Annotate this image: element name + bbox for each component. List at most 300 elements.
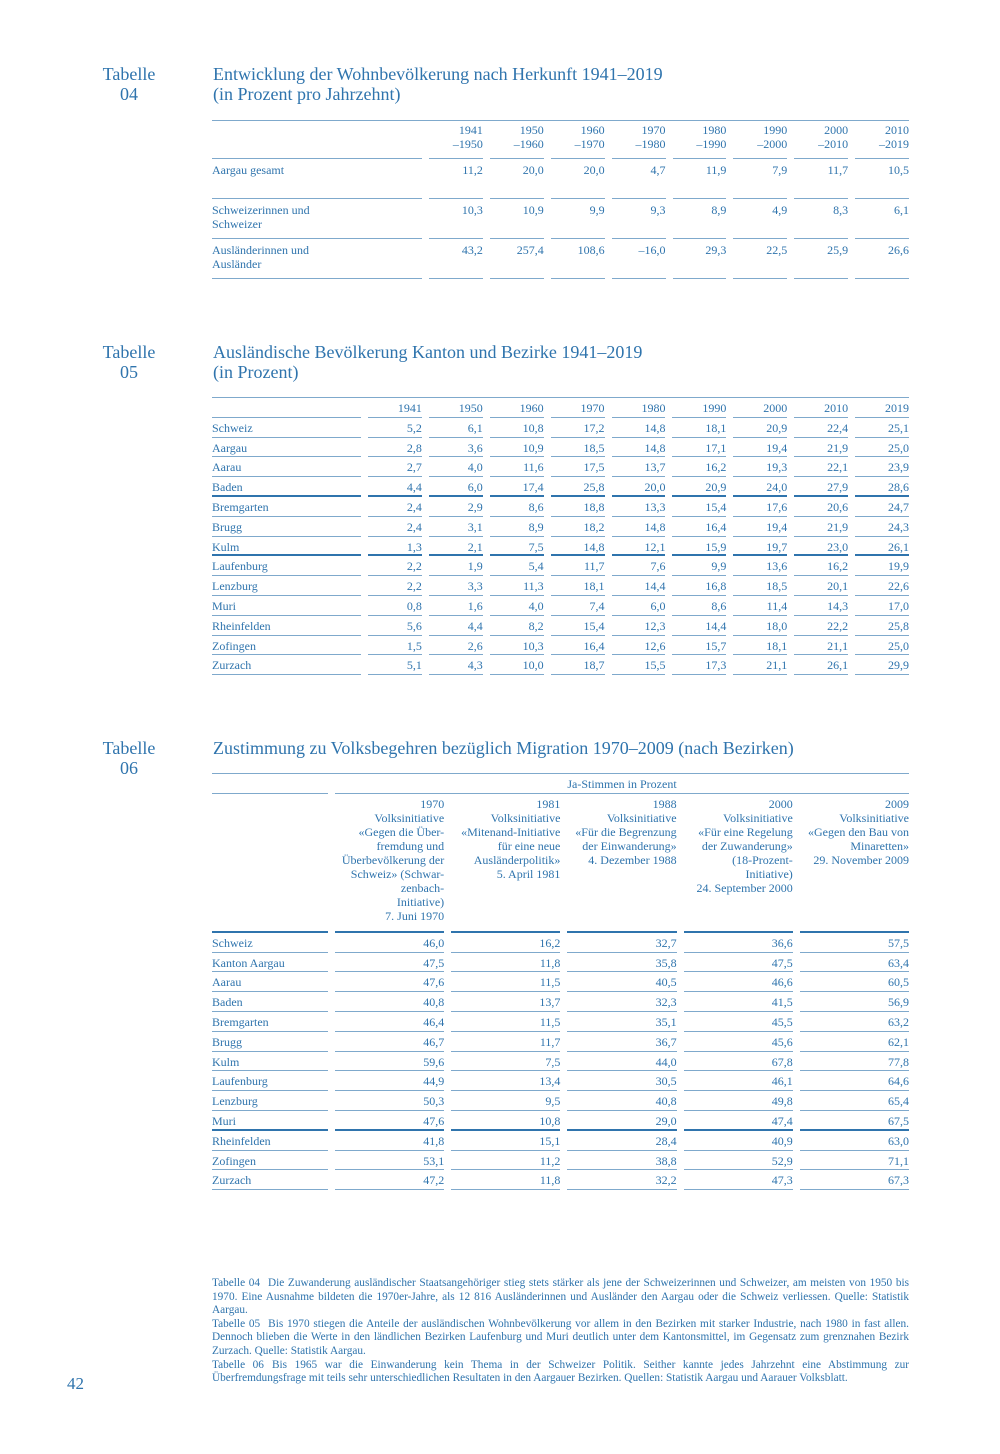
cell-value: 63,2 xyxy=(800,1012,909,1032)
cell-value: 47,4 xyxy=(684,1111,793,1131)
cell-value: 18,8 xyxy=(551,497,605,517)
cell-value: 4,7 xyxy=(612,159,666,199)
column-header: 1950 xyxy=(429,398,483,418)
row-label: Bremgarten xyxy=(212,1012,328,1032)
column-header xyxy=(451,794,560,933)
cell-value: 45,6 xyxy=(684,1032,793,1052)
column-header: 2010 xyxy=(794,398,848,418)
cell-value: 21,9 xyxy=(794,438,848,458)
row-label xyxy=(212,159,422,199)
cell-value: 29,9 xyxy=(855,655,909,675)
cell-value: 5,1 xyxy=(368,655,422,675)
column-header xyxy=(551,121,605,159)
cell-value: 57,5 xyxy=(800,933,909,953)
cell-value: 44,9 xyxy=(335,1071,444,1091)
text-line: 5. April 1981 xyxy=(496,866,561,881)
cell-value: 10,3 xyxy=(429,199,483,239)
cell-value: 25,1 xyxy=(855,418,909,438)
cell-value: 8,3 xyxy=(794,199,848,239)
text-line: Volksinitiative xyxy=(839,810,909,825)
cell-value: 28,6 xyxy=(855,477,909,497)
cell-value: 46,6 xyxy=(684,972,793,992)
cell-value: 46,7 xyxy=(335,1032,444,1052)
cell-value: 11,8 xyxy=(451,1170,560,1190)
cell-value: 56,9 xyxy=(800,992,909,1012)
cell-value: 47,2 xyxy=(335,1170,444,1190)
cell-value: 40,5 xyxy=(567,972,676,992)
text-line: zenbach- xyxy=(400,880,445,895)
cell-value: 44,0 xyxy=(567,1052,676,1072)
column-header: 1941 xyxy=(368,398,422,418)
cell-value: 15,4 xyxy=(551,616,605,636)
cell-value: 7,6 xyxy=(612,556,666,576)
column-header xyxy=(490,121,544,159)
cell-value: 14,3 xyxy=(794,596,848,616)
text-line: –1980 xyxy=(635,137,666,151)
table-05-title: Ausländische Bevölkerung Kanton und Bezirke 1941–2019 (in Prozent) xyxy=(213,342,643,382)
table-06-title: Zustimmung zu Volksbegehren bezüglich Migration 1970–2009 (nach Bezirken) xyxy=(213,738,794,758)
cell-value: 24,7 xyxy=(855,497,909,517)
cell-value: 23,9 xyxy=(855,457,909,477)
text-line: 2009 xyxy=(884,796,909,811)
cell-value: 11,3 xyxy=(490,576,544,596)
cell-value: 10,5 xyxy=(855,159,909,199)
cell-value: 2,1 xyxy=(429,537,483,557)
cell-value: 13,6 xyxy=(733,556,787,576)
cell-value: 27,9 xyxy=(794,477,848,497)
table-row xyxy=(212,655,909,675)
cell-value: 14,8 xyxy=(612,438,666,458)
text-line: «Gegen die Über- xyxy=(358,824,445,839)
column-header: 2019 xyxy=(855,398,909,418)
column-header xyxy=(855,121,909,159)
table-row xyxy=(212,1032,909,1052)
cell-value: 9,9 xyxy=(551,199,605,239)
cell-value: 14,8 xyxy=(612,517,666,537)
cell-value: 53,1 xyxy=(335,1151,444,1171)
text-line: «Für eine Regelung xyxy=(698,824,793,839)
cell-value: 4,4 xyxy=(368,477,422,497)
cell-value: 0,8 xyxy=(368,596,422,616)
text-line: Schweiz» (Schwar- xyxy=(350,866,445,881)
column-header xyxy=(429,121,483,159)
cell-value: 59,6 xyxy=(335,1052,444,1072)
row-label xyxy=(212,239,422,279)
cell-value: 50,3 xyxy=(335,1091,444,1111)
cell-value: 43,2 xyxy=(429,239,483,279)
cell-value: 63,4 xyxy=(800,953,909,973)
cell-value: 16,2 xyxy=(451,933,560,953)
column-header: 1960 xyxy=(490,398,544,418)
cell-value: 16,8 xyxy=(672,576,726,596)
cell-value: 15,1 xyxy=(451,1131,560,1151)
cell-value: 62,1 xyxy=(800,1032,909,1052)
cell-value: 41,5 xyxy=(684,992,793,1012)
table-row xyxy=(212,1052,909,1072)
cell-value: 13,7 xyxy=(451,992,560,1012)
cell-value: 32,2 xyxy=(567,1170,676,1190)
cell-value: 19,7 xyxy=(733,537,787,557)
text-line: Volksinitiative xyxy=(490,810,561,825)
cell-value: 16,2 xyxy=(672,457,726,477)
cell-value: 11,5 xyxy=(451,972,560,992)
row-label: Bremgarten xyxy=(212,497,361,517)
text-line: 24. September 2000 xyxy=(696,880,793,895)
column-header xyxy=(684,794,793,933)
header-spacer xyxy=(212,398,361,418)
footnote-text: Bis 1970 stiegen die Anteile der ausländischen Wohnbevölkerung vor allem in den Bezirken mit starker Industrie, nach 1980 in fast allen. Dennoch blieben die Werte in den ländlichen Bezirken Laufenburg und Muri deutlich unter dem Kantonsmittel, im Gegensatz zum grenznahen Bezirk Zurzach. Quelle: Statistik Aargau. xyxy=(212,1317,910,1357)
text-line: fremdung und xyxy=(376,838,445,853)
text-line: (18-Prozent- xyxy=(732,852,793,867)
cell-value: 19,4 xyxy=(733,517,787,537)
text-line: 1970 xyxy=(420,796,445,811)
cell-value: 47,5 xyxy=(684,953,793,973)
cell-value: 2,9 xyxy=(429,497,483,517)
cell-value: 12,1 xyxy=(612,537,666,557)
cell-value: 63,0 xyxy=(800,1131,909,1151)
table-row xyxy=(212,199,909,239)
cell-value: 46,0 xyxy=(335,933,444,953)
cell-value: 19,9 xyxy=(855,556,909,576)
cell-value: 12,3 xyxy=(612,616,666,636)
row-label: Kulm xyxy=(212,1052,328,1072)
row-label: Kanton Aargau xyxy=(212,953,328,973)
cell-value: 67,3 xyxy=(800,1170,909,1190)
cell-value: 3,3 xyxy=(429,576,483,596)
cell-value: 22,2 xyxy=(794,616,848,636)
row-label: Lenzburg xyxy=(212,1091,328,1111)
table-row xyxy=(212,1170,909,1190)
cell-value: 8,9 xyxy=(490,517,544,537)
footnote-label: Tabelle 06 xyxy=(212,1358,264,1371)
cell-value: 16,4 xyxy=(551,636,605,656)
cell-value: 11,2 xyxy=(429,159,483,199)
cell-value: 30,5 xyxy=(567,1071,676,1091)
row-label: Zurzach xyxy=(212,1170,328,1190)
cell-value: 16,4 xyxy=(672,517,726,537)
cell-value: 46,1 xyxy=(684,1071,793,1091)
text-line: 1980 xyxy=(702,123,727,137)
text-line: Ausländerinnen und xyxy=(212,243,309,257)
text-line: 7. Juni 1970 xyxy=(385,908,445,923)
column-header: 2000 xyxy=(733,398,787,418)
text-line: 1990 xyxy=(763,123,788,137)
cell-value: 8,6 xyxy=(672,596,726,616)
row-label: Laufenburg xyxy=(212,1071,328,1091)
cell-value: 2,7 xyxy=(368,457,422,477)
cell-value: 60,5 xyxy=(800,972,909,992)
table-row xyxy=(212,1151,909,1171)
cell-value: 21,1 xyxy=(733,655,787,675)
text-line: Aargau gesamt xyxy=(212,163,285,177)
cell-value: 8,6 xyxy=(490,497,544,517)
cell-value: 45,5 xyxy=(684,1012,793,1032)
cell-value: 22,5 xyxy=(733,239,787,279)
cell-value: 20,9 xyxy=(672,477,726,497)
cell-value: 13,3 xyxy=(612,497,666,517)
table-row xyxy=(212,537,909,557)
text-line: der Zuwanderung» xyxy=(701,838,793,853)
cell-value: 4,3 xyxy=(429,655,483,675)
cell-value: 11,6 xyxy=(490,457,544,477)
cell-value: 24,3 xyxy=(855,517,909,537)
cell-value: 26,6 xyxy=(855,239,909,279)
column-header: 1980 xyxy=(612,398,666,418)
cell-value: 26,1 xyxy=(855,537,909,557)
table-05 xyxy=(212,397,909,675)
table-04-label: Tabelle 04 xyxy=(102,64,156,104)
cell-value: 4,9 xyxy=(733,199,787,239)
cell-value: 22,6 xyxy=(855,576,909,596)
text-line: «Gegen den Bau von xyxy=(808,824,909,839)
cell-value: 1,3 xyxy=(368,537,422,557)
cell-value: 36,6 xyxy=(684,933,793,953)
table-row xyxy=(212,1091,909,1111)
cell-value: 19,4 xyxy=(733,438,787,458)
cell-value: 6,1 xyxy=(429,418,483,438)
text-line: Ausländerpolitik» xyxy=(473,852,561,867)
table-row xyxy=(212,517,909,537)
table-row xyxy=(212,972,909,992)
text-line: 1988 xyxy=(652,796,677,811)
cell-value: 7,9 xyxy=(733,159,787,199)
cell-value: 18,1 xyxy=(672,418,726,438)
text-line: 2010 xyxy=(885,123,909,137)
cell-value: 11,4 xyxy=(733,596,787,616)
row-label: Aarau xyxy=(212,457,361,477)
cell-value: 15,9 xyxy=(672,537,726,557)
text-line: 2000 xyxy=(824,123,849,137)
table-row xyxy=(212,933,909,953)
cell-value: 11,9 xyxy=(673,159,727,199)
text-line: –2010 xyxy=(818,137,849,151)
text-line: 1941 xyxy=(458,123,483,137)
cell-value: 10,9 xyxy=(490,438,544,458)
table-row xyxy=(212,457,909,477)
text-line: Volksinitiative xyxy=(606,810,677,825)
cell-value: 40,9 xyxy=(684,1131,793,1151)
cell-value: 9,3 xyxy=(612,199,666,239)
cell-value: 65,4 xyxy=(800,1091,909,1111)
cell-value: 18,5 xyxy=(551,438,605,458)
cell-value: 11,7 xyxy=(451,1032,560,1052)
cell-value: 17,5 xyxy=(551,457,605,477)
cell-value: 2,8 xyxy=(368,438,422,458)
cell-value: 16,2 xyxy=(794,556,848,576)
footnote-label: Tabelle 04 xyxy=(212,1277,260,1289)
table-row xyxy=(212,418,909,438)
cell-value: 9,9 xyxy=(672,556,726,576)
table-row xyxy=(212,576,909,596)
row-label: Schweiz xyxy=(212,418,361,438)
cell-value: 24,0 xyxy=(733,477,787,497)
footnotes xyxy=(212,1277,909,1386)
cell-value: 2,2 xyxy=(368,556,422,576)
text-line: 1981 xyxy=(536,796,561,811)
cell-value: 26,1 xyxy=(794,655,848,675)
header-row xyxy=(212,794,909,933)
text-line: Minaretten» xyxy=(850,838,909,853)
cell-value: 13,7 xyxy=(612,457,666,477)
text-line: «Für die Begrenzung xyxy=(575,824,677,839)
cell-value: 17,4 xyxy=(490,477,544,497)
table-row xyxy=(212,992,909,1012)
cell-value: 10,8 xyxy=(451,1111,560,1131)
text-line: 1970 xyxy=(641,123,666,137)
text-line: Volksinitiative xyxy=(374,810,445,825)
table-row xyxy=(212,159,909,199)
table-row xyxy=(212,438,909,458)
row-label: Brugg xyxy=(212,1032,328,1052)
header-spacer xyxy=(212,794,328,933)
table-row xyxy=(212,239,909,279)
cell-value: 25,8 xyxy=(855,616,909,636)
text-line: –1970 xyxy=(574,137,605,151)
text-line: 4. Dezember 1988 xyxy=(588,852,677,867)
cell-value: 9,5 xyxy=(451,1091,560,1111)
cell-value: 8,9 xyxy=(673,199,727,239)
row-label: Rheinfelden xyxy=(212,1131,328,1151)
cell-value: 1,5 xyxy=(368,636,422,656)
table-06 xyxy=(212,773,909,1190)
cell-value: 17,1 xyxy=(672,438,726,458)
text-line: 2000 xyxy=(768,796,793,811)
cell-value: 7,5 xyxy=(451,1052,560,1072)
cell-value: 67,8 xyxy=(684,1052,793,1072)
cell-value: 35,1 xyxy=(567,1012,676,1032)
cell-value: 11,7 xyxy=(551,556,605,576)
cell-value: 3,6 xyxy=(429,438,483,458)
cell-value: 38,8 xyxy=(567,1151,676,1171)
cell-value: 52,9 xyxy=(684,1151,793,1171)
cell-value: 71,1 xyxy=(800,1151,909,1171)
cell-value: 77,8 xyxy=(800,1052,909,1072)
table-row xyxy=(212,636,909,656)
text-line: Überbevölkerung der xyxy=(341,852,445,867)
cell-value: 2,2 xyxy=(368,576,422,596)
cell-value: 64,6 xyxy=(800,1071,909,1091)
text-line: 1960 xyxy=(580,123,605,137)
cell-value: 2,6 xyxy=(429,636,483,656)
row-label: Rheinfelden xyxy=(212,616,361,636)
cell-value: 32,7 xyxy=(567,933,676,953)
table-row xyxy=(212,953,909,973)
table-row xyxy=(212,596,909,616)
cell-value: 6,0 xyxy=(429,477,483,497)
footnote xyxy=(212,1277,909,1318)
table-06-label: Tabelle 06 xyxy=(102,738,156,778)
cell-value: 10,0 xyxy=(490,655,544,675)
header-row xyxy=(212,398,909,418)
cell-value: 14,8 xyxy=(612,418,666,438)
row-label: Muri xyxy=(212,596,361,616)
cell-value: 7,4 xyxy=(551,596,605,616)
table-row xyxy=(212,1111,909,1131)
column-header: 1990 xyxy=(672,398,726,418)
footnote-label: Tabelle 05 xyxy=(212,1317,261,1330)
column-header xyxy=(612,121,666,159)
cell-value: 18,1 xyxy=(551,576,605,596)
super-header-spacer xyxy=(212,774,328,794)
footnote xyxy=(212,1318,909,1359)
header-spacer xyxy=(212,121,422,159)
cell-value: 108,6 xyxy=(551,239,605,279)
cell-value: 18,0 xyxy=(733,616,787,636)
cell-value: 36,7 xyxy=(567,1032,676,1052)
super-header: Ja-Stimmen in Prozent xyxy=(335,774,909,794)
cell-value: 25,9 xyxy=(794,239,848,279)
cell-value: 20,9 xyxy=(733,418,787,438)
cell-value: 35,8 xyxy=(567,953,676,973)
page-number: 42 xyxy=(67,1374,84,1393)
cell-value: 47,6 xyxy=(335,972,444,992)
row-label xyxy=(212,199,422,239)
footnote-text: Bis 1965 war die Einwanderung kein Thema in der Schweizer Politik. Seither kannte jedes Jahrzehnt eine Abstimmung zur Überfremdungsfrage mit teils sehr unterschiedlichen Resultaten in den Aargauer Bezirken. Quellen: Statistik Aargau und Aarauer Volksblatt. xyxy=(212,1358,909,1385)
cell-value: 47,6 xyxy=(335,1111,444,1131)
cell-value: 2,4 xyxy=(368,497,422,517)
cell-value: 18,5 xyxy=(733,576,787,596)
cell-value: 12,6 xyxy=(612,636,666,656)
cell-value: 29,0 xyxy=(567,1111,676,1131)
row-label: Lenzburg xyxy=(212,576,361,596)
text-line: Ausländer xyxy=(212,257,262,271)
table-04 xyxy=(212,120,909,279)
cell-value: 25,8 xyxy=(551,477,605,497)
cell-value: 10,9 xyxy=(490,199,544,239)
text-line: Schweizerinnen und xyxy=(212,203,310,217)
cell-value: 10,8 xyxy=(490,418,544,438)
cell-value: 4,0 xyxy=(429,457,483,477)
text-line: 29. November 2009 xyxy=(813,852,909,867)
row-label: Brugg xyxy=(212,517,361,537)
cell-value: 18,7 xyxy=(551,655,605,675)
cell-value: 2,4 xyxy=(368,517,422,537)
cell-value: 32,3 xyxy=(567,992,676,1012)
table-row xyxy=(212,616,909,636)
column-header xyxy=(794,121,848,159)
cell-value: 4,4 xyxy=(429,616,483,636)
cell-value: 41,8 xyxy=(335,1131,444,1151)
cell-value: 14,8 xyxy=(551,537,605,557)
cell-value: 257,4 xyxy=(490,239,544,279)
super-header-row xyxy=(212,774,909,794)
text-line: Volksinitiative xyxy=(723,810,793,825)
row-label: Zofingen xyxy=(212,1151,328,1171)
cell-value: 15,4 xyxy=(672,497,726,517)
cell-value: 18,2 xyxy=(551,517,605,537)
column-header xyxy=(673,121,727,159)
row-label: Baden xyxy=(212,992,328,1012)
cell-value: 6,0 xyxy=(612,596,666,616)
footnote-text: Die Zuwanderung ausländischer Staatsangehöriger stieg stets stärker als jene der Schweizerinnen und Schweizer, am meisten von 1950 bis 1970. Eine Ausnahme bildeten die 1970er-Jahre, als 12 816 Ausländerinnen und Ausländer den Aargau oder die Schweiz verliessen. Quelle: Statistik Aargau. xyxy=(212,1277,910,1317)
column-header xyxy=(567,794,676,933)
cell-value: 4,0 xyxy=(490,596,544,616)
cell-value: 17,0 xyxy=(855,596,909,616)
cell-value: 11,5 xyxy=(451,1012,560,1032)
row-label: Muri xyxy=(212,1111,328,1131)
cell-value: 8,2 xyxy=(490,616,544,636)
text-line: –2000 xyxy=(757,137,788,151)
column-header xyxy=(800,794,909,933)
cell-value: 5,6 xyxy=(368,616,422,636)
cell-value: 21,9 xyxy=(794,517,848,537)
text-line: der Einwanderung» xyxy=(582,838,677,853)
cell-value: 11,7 xyxy=(794,159,848,199)
cell-value: 11,8 xyxy=(451,953,560,973)
cell-value: 29,3 xyxy=(673,239,727,279)
row-label: Schweiz xyxy=(212,933,328,953)
table-row xyxy=(212,497,909,517)
